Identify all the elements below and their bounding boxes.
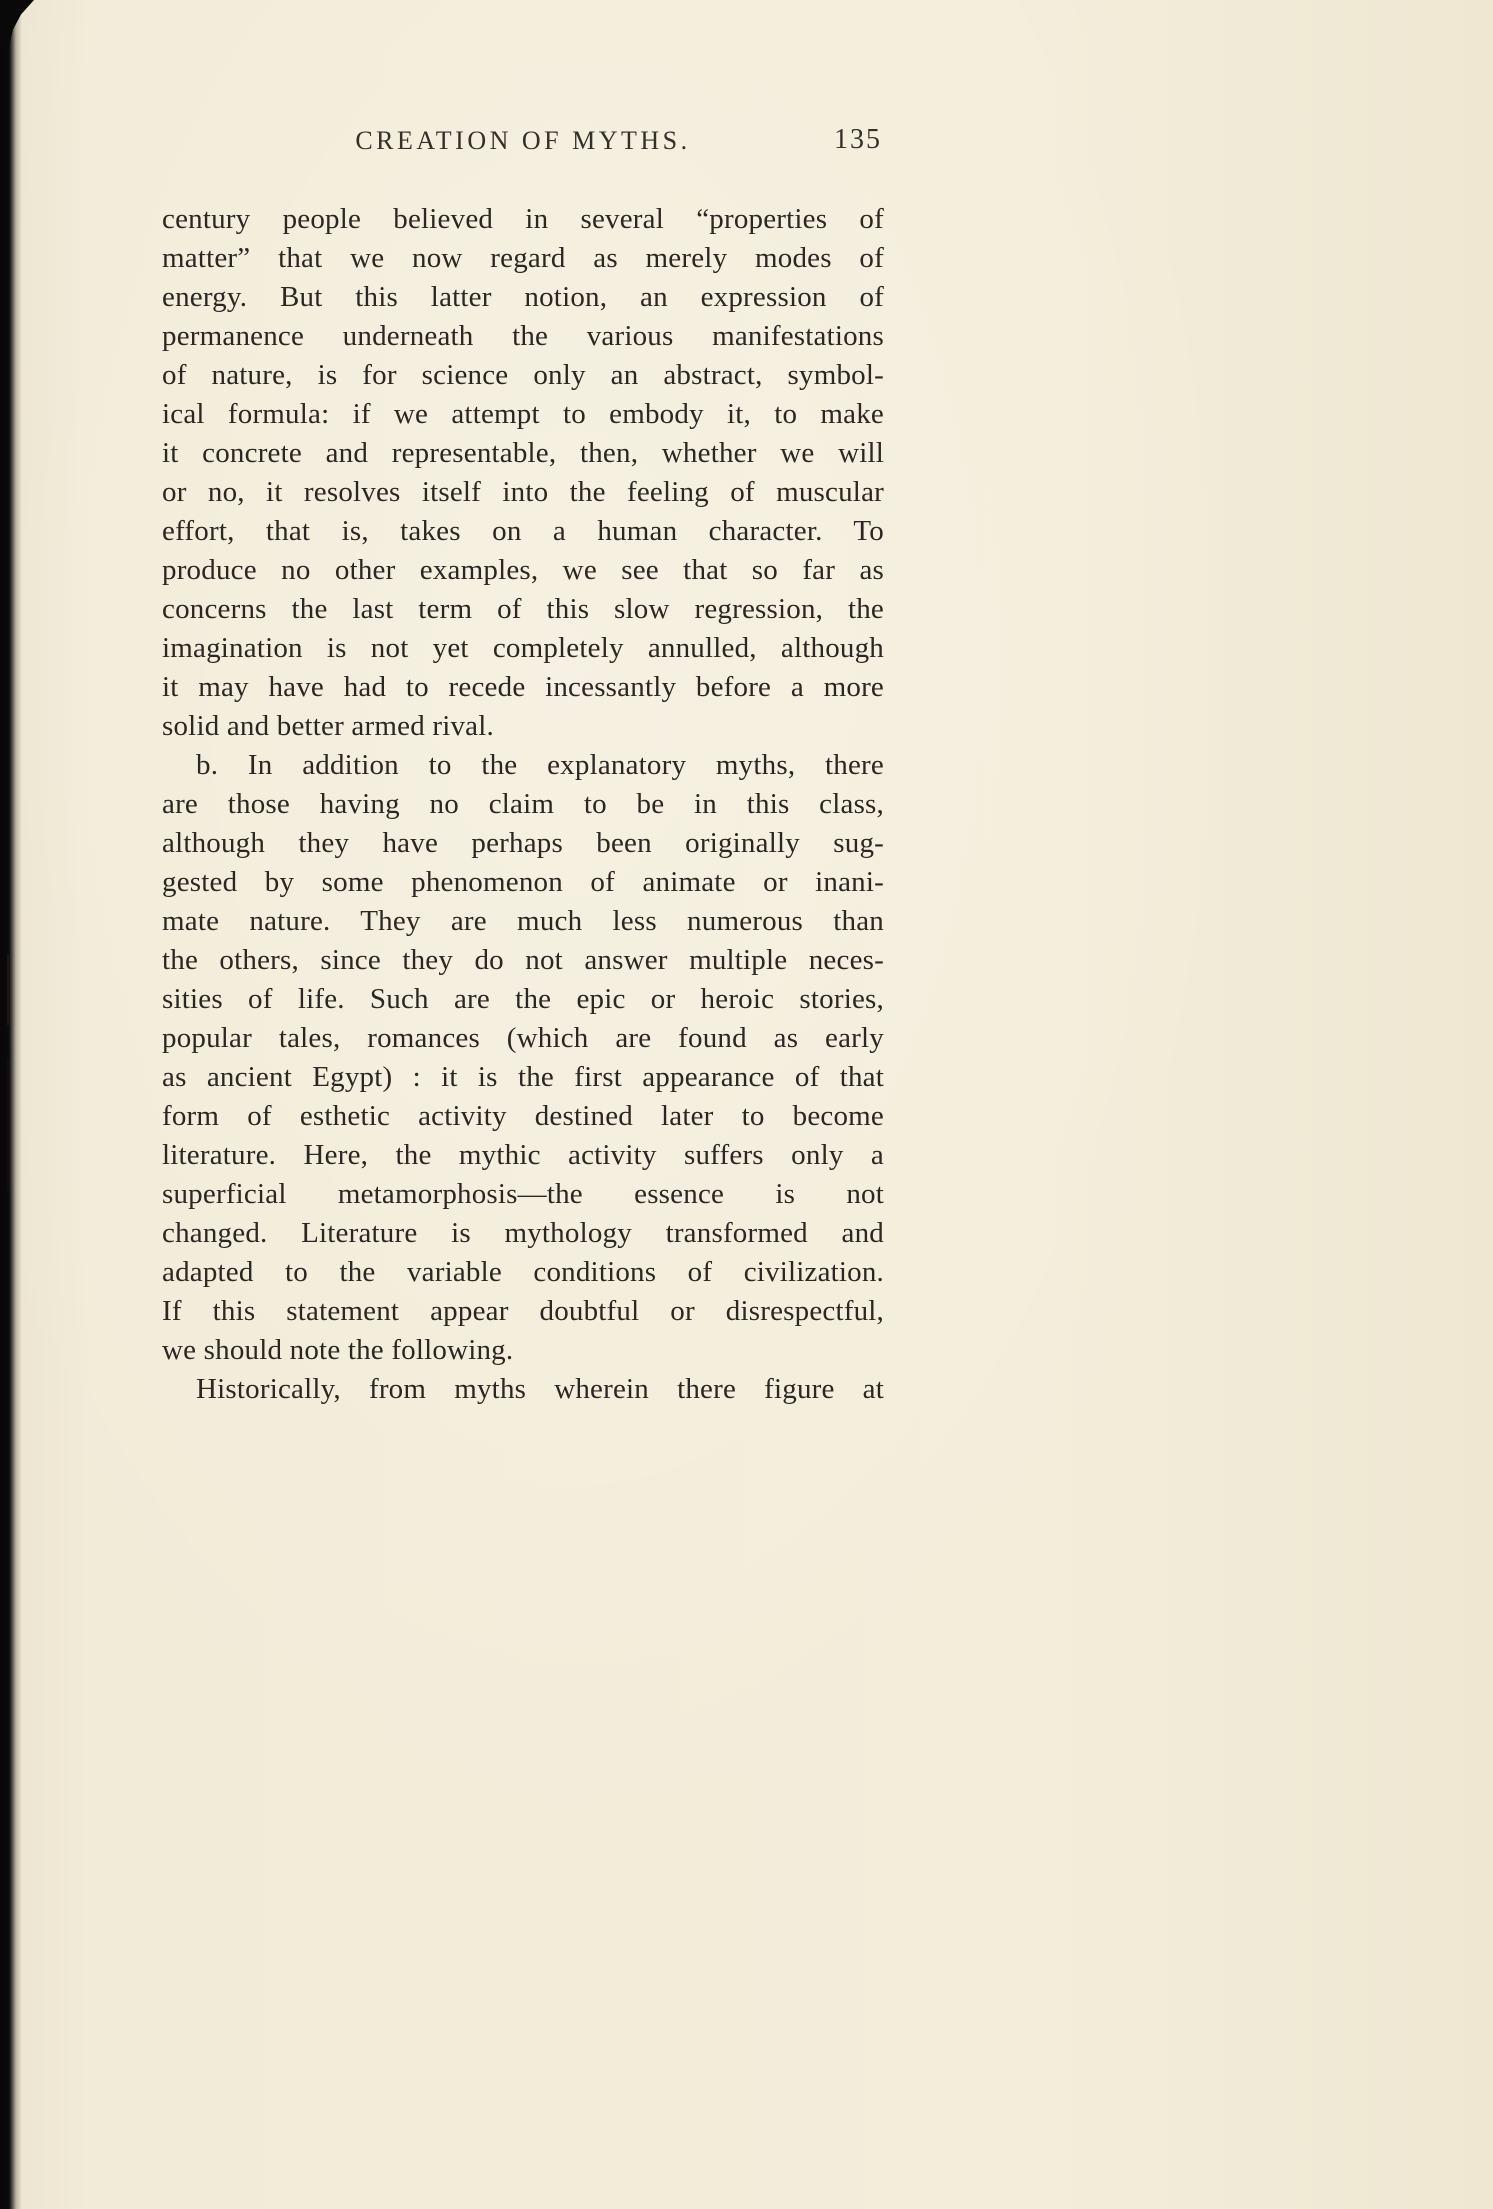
- text-line: century people believed in several “properties of: [162, 203, 884, 235]
- text-line: solid and better armed rival.: [162, 710, 494, 742]
- margin-scan-artifact: [7, 955, 9, 1025]
- paragraph: [162, 200, 884, 746]
- text-line: literature. Here, the mythic activity suffers only a: [162, 1139, 884, 1171]
- paragraph: [162, 746, 884, 1370]
- text-line: as ancient Egypt) : it is the first appearance of that: [162, 1061, 884, 1093]
- body-text: [162, 200, 884, 1409]
- text-line: form of esthetic activity destined later to become: [162, 1100, 884, 1132]
- text-line: effort, that is, takes on a human character. To: [162, 515, 884, 547]
- page-content: [162, 126, 884, 1409]
- text-line: the others, since they do not answer multiple neces-: [162, 944, 884, 976]
- text-line: gested by some phenomenon of animate or inani-: [162, 866, 884, 898]
- text-line: concerns the last term of this slow regression, the: [162, 593, 884, 625]
- margin-scan-artifact: [7, 1060, 9, 1190]
- text-line: sities of life. Such are the epic or heroic stories,: [162, 983, 884, 1015]
- text-line: energy. But this latter notion, an expression of: [162, 281, 884, 313]
- binding-shadow: [0, 0, 22, 2209]
- page-number: 135: [834, 124, 882, 155]
- text-line: imagination is not yet completely annulled, although: [162, 632, 884, 664]
- text-line: ical formula: if we attempt to embody it, to make: [162, 398, 884, 430]
- page-header: [162, 126, 884, 168]
- text-line: although they have perhaps been originally sug-: [162, 827, 884, 859]
- text-line: adapted to the variable conditions of civilization.: [162, 1256, 884, 1288]
- text-line: popular tales, romances (which are found as early: [162, 1022, 884, 1054]
- text-line: it may have had to recede incessantly before a more: [162, 671, 884, 703]
- text-line: produce no other examples, we see that so far as: [162, 554, 884, 586]
- text-line: are those having no claim to be in this class,: [162, 788, 884, 820]
- text-line: of nature, is for science only an abstract, symbol-: [162, 359, 884, 391]
- text-line: matter” that we now regard as merely modes of: [162, 242, 884, 274]
- text-line: mate nature. They are much less numerous than: [162, 905, 884, 937]
- text-line: Historically, from myths wherein there figure at: [196, 1373, 884, 1405]
- text-line: permanence underneath the various manifestations: [162, 320, 884, 352]
- text-line: or no, it resolves itself into the feeling of muscular: [162, 476, 884, 508]
- text-line: changed. Literature is mythology transformed and: [162, 1217, 884, 1249]
- text-line: If this statement appear doubtful or disrespectful,: [162, 1295, 884, 1327]
- text-line: we should note the following.: [162, 1334, 514, 1366]
- text-line: b. In addition to the explanatory myths, there: [196, 749, 884, 781]
- paragraph: [162, 1370, 884, 1409]
- text-line: superficial metamorphosis—the essence is not: [162, 1178, 884, 1210]
- running-title: CREATION OF MYTHS.: [355, 126, 691, 155]
- text-line: it concrete and representable, then, whether we will: [162, 437, 884, 469]
